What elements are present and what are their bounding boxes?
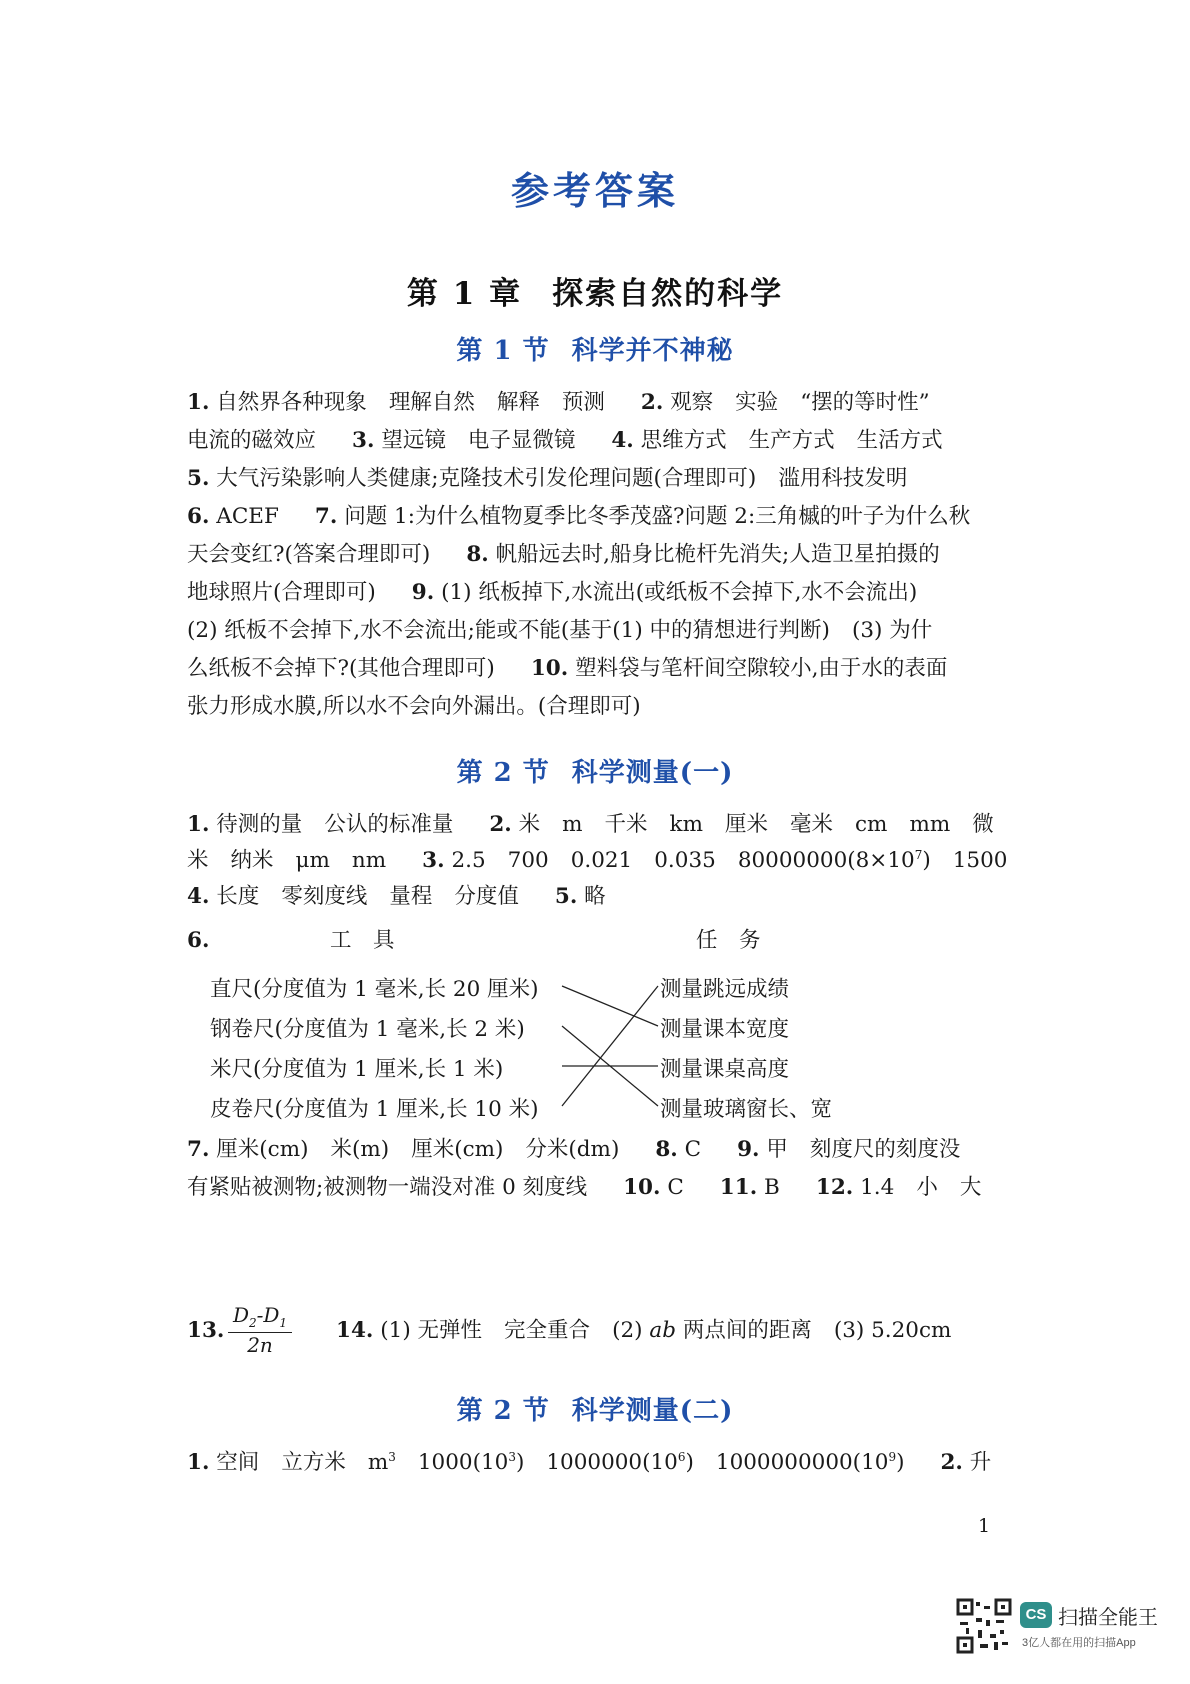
sec2-line-9: 14. (1) 无弹性 完全重合 (2) ab 两点间的距离 (3) 5.20cm: [336, 1318, 952, 1343]
q13-fraction: [228, 1303, 292, 1357]
section-1-title: [0, 330, 1190, 367]
sec3-line-1: 1. 空间 立方米 $m^3$ $1000(10^3)$ $1000000(10^6)$ $1000000000(10^9)$ 2. 升: [187, 1449, 992, 1475]
sec2-line-7: 7. 厘米(cm) 米(m) 厘米(cm) 分米(dm) 8. C 9. 甲 刻度尺的刻度没: [187, 1137, 961, 1162]
section-name: 科学测量(一): [571, 758, 734, 788]
scanner-watermark: [956, 1598, 1166, 1658]
q6-tool-1: 直尺(分度值为 1 毫米,长 20 厘米): [210, 977, 539, 1002]
sec1-line-8: 么纸板不会掉下?(其他合理即可) 10. 塑料袋与笔杆间空隙较小,由于水的表面: [187, 656, 948, 681]
match-line-1: [562, 986, 658, 1026]
fraction-denominator: 2n: [247, 1333, 273, 1357]
camscanner-logo-icon: CS: [1020, 1602, 1052, 1628]
sec1-line-3: 5. 大气污染影响人类健康;克隆技术引发伦理问题(合理即可) 滥用科技发明: [187, 466, 908, 491]
sec1-line-9: 张力形成水膜,所以水不会向外漏出。(合理即可): [187, 694, 641, 719]
sec1-line-5: 天会变红?(答案合理即可) 8. 帆船远去时,船身比桅杆先消失;人造卫星拍摄的: [187, 542, 940, 567]
sec1-line-7: (2) 纸板不会掉下,水不会流出;能或不能(基于(1) 中的猜想进行判断) (3) 为什: [187, 618, 933, 643]
q6-tool-3: 米尺(分度值为 1 厘米,长 1 米): [210, 1057, 504, 1082]
scanner-tagline: 3亿人都在用的扫描App: [1022, 1637, 1136, 1649]
fraction-numerator: $D_2-D_1$: [228, 1303, 292, 1333]
q13-number: 13.: [187, 1318, 225, 1343]
q6-task-2: 测量课本宽度: [660, 1017, 790, 1042]
section-name: 科学测量(二): [571, 1396, 734, 1426]
sec2-line-8: 有紧贴被测物;被测物一端没对准 0 刻度线 10. C 11. B 12. 1.4 小 大: [187, 1175, 982, 1200]
q6-matching-lines: [560, 968, 660, 1118]
chapter-number: 第 1 章: [406, 276, 523, 312]
sec2-line-2: 米 纳米 μm nm 3. 2.5 700 0.021 0.035 $80000000(8\times 10^7)$ 1500: [187, 847, 1008, 873]
q6-number: 6.: [187, 928, 210, 953]
q6-task-1: 测量跳远成绩: [660, 977, 790, 1002]
section-name: 科学并不神秘: [571, 336, 734, 366]
q6-tools-heading: 工 具: [330, 928, 395, 953]
sec1-line-1: 1. 自然界各种现象 理解自然 解释 预测 2. 观察 实验 “摆的等时性”: [187, 390, 930, 415]
chapter-title: [0, 268, 1190, 313]
section-number: 第 1 节: [456, 336, 550, 366]
page-title: 参考答案: [510, 168, 679, 213]
page-number: 1: [978, 1515, 991, 1537]
section-2-title: [0, 752, 1190, 789]
scanner-brand: 扫描全能王: [1058, 1607, 1158, 1629]
sec2-line-1: 1. 待测的量 公认的标准量 2. 米 m 千米 km 厘米 毫米 cm mm 微: [187, 812, 994, 837]
sec1-line-2: 电流的磁效应 3. 望远镜 电子显微镜 4. 思维方式 生产方式 生活方式: [187, 428, 943, 453]
section-number: 第 2 节: [456, 758, 550, 788]
q6-tool-2: 钢卷尺(分度值为 1 毫米,长 2 米): [210, 1017, 525, 1042]
sec1-line-4: 6. ACEF 7. 问题 1:为什么植物夏季比冬季茂盛?问题 2:三角槭的叶子为什么秋: [187, 504, 971, 529]
section-number: 第 2 节: [456, 1396, 550, 1426]
q6-tasks-heading: 任 务: [696, 928, 761, 953]
q6-task-3: 测量课桌高度: [660, 1057, 790, 1082]
sec1-line-6: 地球照片(合理即可) 9. (1) 纸板掉下,水流出(或纸板不会掉下,水不会流出): [187, 580, 918, 605]
match-line-4: [562, 986, 658, 1106]
q6-task-4: 测量玻璃窗长、宽: [660, 1097, 833, 1122]
chapter-name: 探索自然的科学: [552, 276, 784, 312]
section-3-title: [0, 1390, 1190, 1427]
qr-code-icon: [956, 1598, 1012, 1654]
sec2-line-3: 4. 长度 零刻度线 量程 分度值 5. 略: [187, 884, 606, 909]
q6-tool-4: 皮卷尺(分度值为 1 厘米,长 10 米): [210, 1097, 539, 1122]
